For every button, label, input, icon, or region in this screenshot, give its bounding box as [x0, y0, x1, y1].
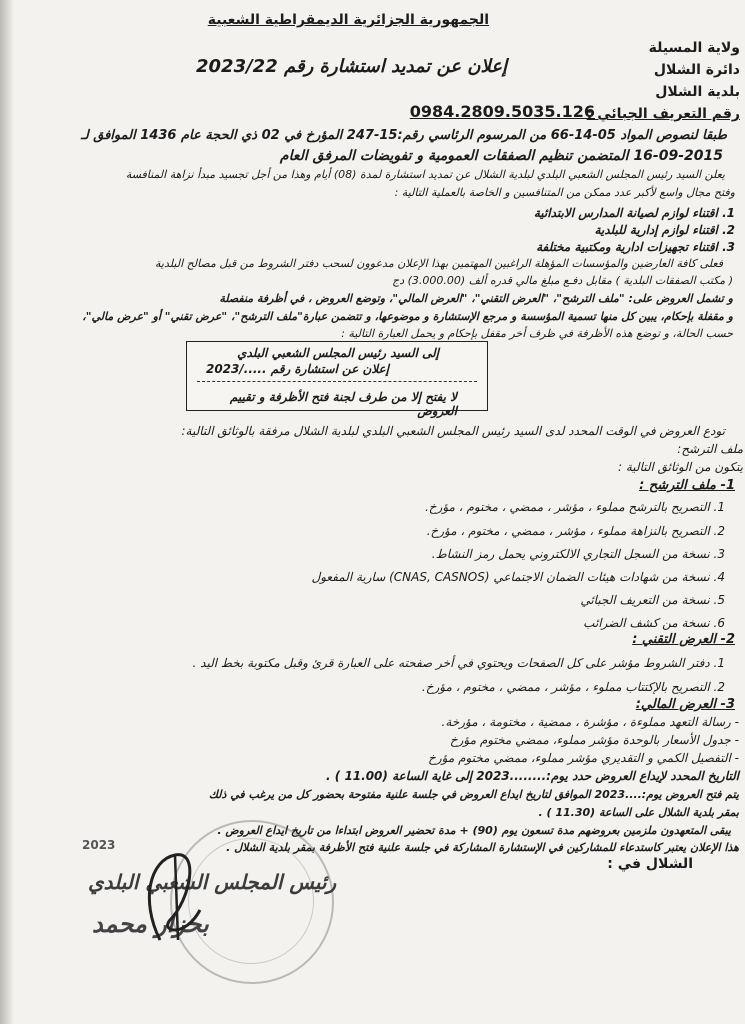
signature-place: الشلال في :	[607, 856, 693, 872]
deposit-line-1: تودع العروض في الوقت المحدد لدى السيد رئيس المجلس الشعبي البلدي لبلدية الشلال مرفقة بالوثائق التالية:	[181, 424, 725, 438]
daira-label: دائرة الشلال	[653, 62, 740, 78]
dossier-item: 6. نسخة من كشف الضرائب	[583, 616, 725, 630]
document-title: إعلان عن تمديد استشارة رقم 2023/22	[196, 56, 507, 77]
handwritten-signature-icon	[130, 840, 220, 950]
wilaya-label: ولاية المسيلة	[648, 40, 740, 56]
conditions-line-2: ( مكتب الصفقات البلدية ) مقابل دفـع مبلغ مالي قدره ألف (3.000.00) دج	[392, 274, 733, 287]
fiscal-id-value: 0984.2809.5035.126	[409, 102, 595, 121]
deposit-line-3: يتكون من الوثائق التالية :	[618, 460, 743, 474]
decree-line-2: 16-09-2015 المتضمن تنظيم الصفقات العمومية و تفويضات المرفق العام	[279, 148, 723, 164]
opening-date-line: يتم فتح العروض يوم:....2023 الموافق لتاريخ ايداع العروض في جلسة علنية مفتوحة بحضور كل من يرغب في ذلك	[208, 788, 739, 801]
envelope-line-2: إعلان عن استشارة رقم ...../2023	[205, 362, 389, 376]
signer-title: رئيس المجلس الشعبي البلدي	[88, 870, 337, 894]
date-stamp: 2023	[82, 838, 116, 852]
republic-heading: الجمهورية الجزائرية الديمقراطية الشعبية	[207, 12, 489, 28]
deposit-deadline: التاريخ المحدد لإيداع العروض حدد يوم:........2023 إلى غاية الساعة (11.00 ) .	[326, 769, 739, 783]
financial-item: - جدول الأسعار بالوحدة مؤشر مملوء، ممضي مختوم مؤرخ	[449, 733, 739, 747]
announce-line-2: وفتح مجال واسع لأكبر عدد ممكن من المتنافسين و الخاصة بالعملية التالية :	[394, 186, 735, 199]
envelope-line-1: إلى السيد رئيس المجلس الشعبي البلدي	[237, 346, 439, 360]
dossier-heading: 1- ملف الترشح :	[639, 478, 735, 493]
operation-item: 1. اقتناء لوازم لصيانة المدارس الابتدائية	[533, 206, 735, 220]
technical-item: 2. التصريح بالإكتتاب مملوء ، مؤشر ، ممضي ، مختوم ، مؤرخ.	[421, 680, 725, 694]
deposit-line-2: ملف الترشح:	[677, 442, 743, 456]
dossier-item: 5. نسخة من التعريف الجبائي	[580, 593, 725, 607]
validity-line: يبقى المتعهدون ملزمين بعروضهم مدة تسعون يوم (90) + مدة تحضير العروض ابتداءا من تاريخ ايداع العروض .	[217, 824, 731, 837]
fiscal-id-label: رقم التعريف الجبائي :	[586, 106, 740, 122]
baladia-label: بلدية الشلال	[655, 84, 740, 100]
dossier-item: 3. نسخة من السجل التجاري الالكتروني يحمل رمز النشاط.	[431, 547, 725, 561]
technical-heading: 2- العرض التقني :	[632, 632, 735, 647]
financial-item: - رسالة التعهد مملوءة ، مؤشرة ، ممضية ، مختومة ، مؤرخة.	[441, 715, 739, 729]
conditions-line-5: حسب الحالة، و توضع هذه الأظرفة في ظرف أخر مقفل بإحكام و يحمل العبارة التالية :	[341, 327, 733, 340]
dossier-item: 4. نسخة من شهادات هيئات الضمان الاجتماعي (CNAS, CASNOS) سارية المفعول	[311, 570, 725, 584]
conditions-line-3: و تشمل العروض على: "ملف الترشح"، "العرض التقني"، "العرض المالي"، وتوضع العروض ، في أظرفة منفصلة	[219, 292, 733, 305]
conditions-line-4: و مقفلة بإحكام، يبين كل منها تسمية المؤسسة و مرجع الإستشارة و موضوعها، و تتضمن عبارة"ملف الترشح"، "عرض تقني" أو "عرض مالي"،	[82, 310, 733, 323]
envelope-divider	[197, 381, 477, 382]
envelope-label-box	[186, 341, 488, 418]
dossier-item: 2. التصريح بالنزاهة مملوء ، مؤشر ، ممضي ، مختوم ، مؤرخ.	[426, 524, 725, 538]
opening-time-line: بمقر بلدية الشلال على الساعة (11.30 ) .	[538, 806, 739, 819]
signer-name: بحزار محمد	[92, 910, 209, 938]
envelope-line-3: لا يفتح إلا من طرف لجنة فتح الأظرفة و تقييم العروض	[229, 390, 457, 418]
announce-line-1: يعلن السيد رئيس المجلس الشعبي البلدي لبلدية الشلال عن تمديد استشارة لمدة (08) أيام وهذا من أجل تجسيد مبدأ نزاهة المنافسة	[125, 168, 725, 181]
technical-item: 1. دفتر الشروط مؤشر على كل الصفحات ويحتوي في أخر صفحته على العبارة قرئ وقبل مكتوبة بخط اليد .	[192, 656, 725, 670]
dossier-item: 1. التصريح بالترشح مملوء ، مؤشر ، ممضي ، مختوم ، مؤرخ.	[424, 500, 725, 514]
financial-item: - التفصيل الكمي و التقديري مؤشر مملوء، ممضي مختوم مؤرخ	[428, 751, 739, 765]
financial-heading: 3- العرض المالي:	[635, 697, 735, 712]
invitation-line: هذا الإعلان يعتبر كاستدعاء للمشاركين في الإستشارة المشاركة في جلسة علنية فتح الأظرفة بمقر بلدية الشلال .	[226, 841, 739, 854]
decree-line-1: طبقا لنصوص المواد 05-14-66 من المرسوم الرئاسي رقم:15-247 المؤرخ في 02 ذي الحجة عام 1436 الموافق لـ	[80, 128, 727, 143]
operation-item: 2. اقتناء لوازم إدارية للبلدية	[594, 223, 735, 237]
conditions-line-1: فعلى كافة العارضين والمؤسسات المؤهلة الراغبين المهتمين بهذا الإعلان مدعوون لسحب دفتر الشروط من قبل مصالح البلدية	[155, 257, 723, 270]
operation-item: 3. اقتناء تجهيزات ادارية ومكتبية مختلفة	[536, 240, 735, 254]
